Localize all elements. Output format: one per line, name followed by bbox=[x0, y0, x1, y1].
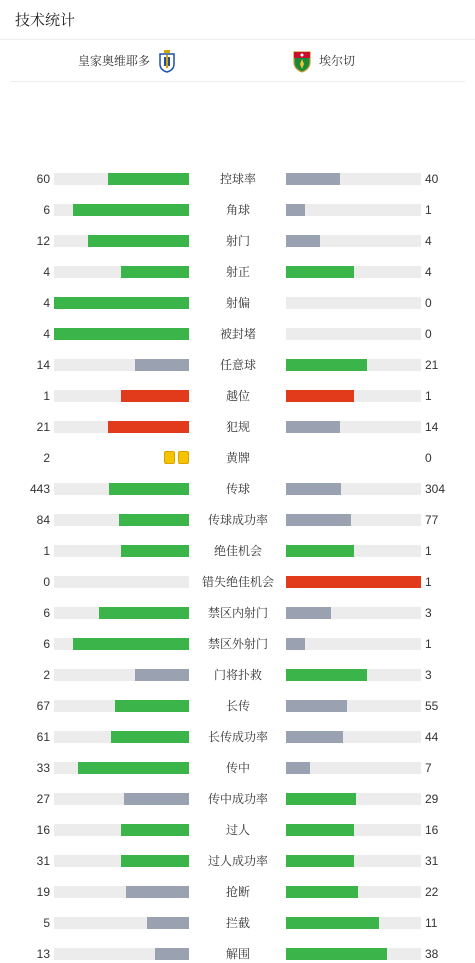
home-bar-track bbox=[54, 917, 189, 929]
stat-row bbox=[0, 480, 475, 498]
stat-label: 越位 bbox=[225, 389, 250, 403]
away-bar-fill bbox=[286, 638, 305, 650]
away-bar-fill bbox=[286, 855, 354, 867]
home-team-name: 皇家奥维耶多 bbox=[77, 54, 150, 68]
stat-label: 长传 bbox=[225, 699, 250, 713]
home-value: 21 bbox=[36, 420, 50, 434]
away-bar-track bbox=[286, 669, 421, 681]
away-bar-track bbox=[286, 514, 421, 526]
home-value: 60 bbox=[36, 172, 50, 186]
away-value: 4 bbox=[425, 234, 432, 248]
stat-label: 射正 bbox=[225, 265, 250, 279]
away-bar-track bbox=[286, 638, 421, 650]
stat-row bbox=[0, 821, 475, 839]
away-value: 4 bbox=[425, 265, 432, 279]
stat-row bbox=[0, 945, 475, 963]
away-bar-fill bbox=[286, 669, 367, 681]
away-bar-fill bbox=[286, 421, 340, 433]
home-value: 6 bbox=[43, 203, 50, 217]
stat-row bbox=[0, 356, 475, 374]
stat-label: 犯规 bbox=[225, 420, 250, 434]
home-bar-fill bbox=[135, 669, 189, 681]
home-team[interactable] bbox=[78, 40, 178, 81]
home-bar-fill bbox=[78, 762, 189, 774]
away-bar-fill bbox=[286, 173, 340, 185]
away-bar-fill bbox=[286, 731, 343, 743]
stat-row bbox=[0, 263, 475, 281]
away-bar-track bbox=[286, 700, 421, 712]
away-value: 1 bbox=[425, 544, 432, 558]
home-value: 6 bbox=[43, 606, 50, 620]
home-bar-fill bbox=[147, 917, 189, 929]
away-bar-track bbox=[286, 204, 421, 216]
home-bar-track bbox=[54, 483, 189, 495]
home-value: 14 bbox=[36, 358, 50, 372]
home-bar-fill bbox=[121, 855, 189, 867]
home-bar-track bbox=[54, 359, 189, 371]
home-value: 67 bbox=[36, 699, 50, 713]
home-value: 4 bbox=[43, 327, 50, 341]
stat-row bbox=[0, 728, 475, 746]
stat-label: 过人 bbox=[225, 823, 250, 837]
away-team-name: 埃尔切 bbox=[319, 54, 356, 68]
home-value: 2 bbox=[43, 451, 50, 465]
away-value: 3 bbox=[425, 606, 432, 620]
stat-row bbox=[0, 604, 475, 622]
team-header bbox=[10, 40, 465, 82]
home-value: 6 bbox=[43, 637, 50, 651]
home-bar-track bbox=[54, 204, 189, 216]
stat-row bbox=[0, 759, 475, 777]
stat-row bbox=[0, 294, 475, 312]
home-bar-track bbox=[54, 235, 189, 247]
away-bar-fill bbox=[286, 483, 341, 495]
home-bar-fill bbox=[99, 607, 189, 619]
away-value: 3 bbox=[425, 668, 432, 682]
home-value: 33 bbox=[36, 761, 50, 775]
home-bar-track bbox=[54, 545, 189, 557]
away-value: 22 bbox=[425, 885, 439, 899]
stat-row bbox=[0, 232, 475, 250]
home-bar-fill bbox=[119, 514, 189, 526]
home-bar-track bbox=[54, 762, 189, 774]
away-bar-fill bbox=[286, 700, 347, 712]
home-value: 19 bbox=[36, 885, 50, 899]
away-bar-fill bbox=[286, 514, 351, 526]
home-bar-fill bbox=[109, 483, 189, 495]
stat-label: 门将扑救 bbox=[213, 668, 262, 682]
away-bar-fill bbox=[286, 948, 387, 960]
stat-label: 禁区外射门 bbox=[207, 637, 268, 651]
away-bar-fill bbox=[286, 793, 356, 805]
home-bar-track bbox=[54, 607, 189, 619]
away-bar-fill bbox=[286, 359, 367, 371]
home-bar-fill bbox=[73, 204, 189, 216]
stat-row bbox=[0, 790, 475, 808]
stat-label: 长传成功率 bbox=[207, 730, 268, 744]
away-team[interactable] bbox=[291, 40, 355, 81]
away-bar-track bbox=[286, 173, 421, 185]
stat-row bbox=[0, 635, 475, 653]
home-bar-fill bbox=[135, 359, 189, 371]
home-value: 12 bbox=[36, 234, 50, 248]
away-bar-track bbox=[286, 359, 421, 371]
away-bar-track bbox=[286, 762, 421, 774]
home-bar-fill bbox=[124, 793, 189, 805]
stat-label: 传球成功率 bbox=[207, 513, 268, 527]
away-bar-track bbox=[286, 793, 421, 805]
stat-label: 传球 bbox=[225, 482, 250, 496]
home-bar-fill bbox=[121, 390, 189, 402]
away-bar-track bbox=[286, 576, 421, 588]
away-bar-track bbox=[286, 545, 421, 557]
home-value: 2 bbox=[43, 668, 50, 682]
home-value: 4 bbox=[43, 296, 50, 310]
yellow-card-icon bbox=[164, 451, 175, 464]
away-bar-track bbox=[286, 607, 421, 619]
stat-row bbox=[0, 666, 475, 684]
away-value: 14 bbox=[425, 420, 439, 434]
away-bar-fill bbox=[286, 917, 379, 929]
home-bar-fill bbox=[73, 638, 189, 650]
stat-label: 传中 bbox=[225, 761, 250, 775]
home-value: 4 bbox=[43, 265, 50, 279]
away-bar-track bbox=[286, 824, 421, 836]
home-value: 443 bbox=[29, 482, 50, 496]
home-bar-fill bbox=[115, 700, 189, 712]
home-bar-track bbox=[54, 793, 189, 805]
stat-row bbox=[0, 387, 475, 405]
stat-label: 禁区内射门 bbox=[207, 606, 268, 620]
home-bar-fill bbox=[121, 824, 189, 836]
stat-label: 射偏 bbox=[225, 296, 250, 310]
home-bar-track bbox=[54, 514, 189, 526]
stat-label: 射门 bbox=[225, 234, 250, 248]
home-bar-track bbox=[54, 638, 189, 650]
stat-label: 拦截 bbox=[225, 916, 250, 930]
away-value: 21 bbox=[425, 358, 439, 372]
away-value: 1 bbox=[425, 637, 432, 651]
away-bar-fill bbox=[286, 607, 331, 619]
away-value: 44 bbox=[425, 730, 439, 744]
home-bar-track bbox=[54, 669, 189, 681]
home-bar-fill bbox=[88, 235, 189, 247]
away-bar-track bbox=[286, 266, 421, 278]
home-bar-fill bbox=[108, 173, 189, 185]
stat-label: 传中成功率 bbox=[207, 792, 268, 806]
stat-row bbox=[0, 511, 475, 529]
stat-row bbox=[0, 325, 475, 343]
away-value: 0 bbox=[425, 327, 432, 341]
stat-label: 角球 bbox=[225, 203, 250, 217]
yellow-card-icon bbox=[178, 451, 189, 464]
home-bar-fill bbox=[121, 266, 189, 278]
away-value: 29 bbox=[425, 792, 439, 806]
away-value: 11 bbox=[425, 916, 438, 930]
away-value: 40 bbox=[425, 172, 439, 186]
stat-label: 控球率 bbox=[219, 172, 256, 186]
home-bar-fill bbox=[121, 545, 189, 557]
stat-label: 黄牌 bbox=[225, 451, 250, 465]
home-bar-track bbox=[54, 173, 189, 185]
away-bar-track bbox=[286, 731, 421, 743]
away-value: 16 bbox=[425, 823, 439, 837]
home-value: 27 bbox=[36, 792, 50, 806]
away-bar-track bbox=[286, 297, 421, 309]
stat-row bbox=[0, 542, 475, 560]
away-value: 0 bbox=[425, 296, 432, 310]
away-value: 38 bbox=[425, 947, 439, 961]
away-value: 55 bbox=[425, 699, 439, 713]
away-bar-track bbox=[286, 483, 421, 495]
stat-row bbox=[0, 170, 475, 188]
home-value: 1 bbox=[43, 544, 50, 558]
stat-label: 抢断 bbox=[225, 885, 250, 899]
stat-label: 绝佳机会 bbox=[213, 544, 262, 558]
away-bar-track bbox=[286, 421, 421, 433]
away-bar-fill bbox=[286, 235, 320, 247]
away-bar-fill bbox=[286, 545, 354, 557]
stat-row bbox=[0, 201, 475, 219]
home-bar-track bbox=[54, 824, 189, 836]
stat-row bbox=[0, 852, 475, 870]
stat-row bbox=[0, 883, 475, 901]
away-bar-fill bbox=[286, 762, 310, 774]
home-cards bbox=[54, 451, 189, 465]
away-bar-fill bbox=[286, 266, 354, 278]
home-bar-fill bbox=[54, 297, 189, 309]
home-bar-track bbox=[54, 731, 189, 743]
stat-row bbox=[0, 573, 475, 591]
stat-row bbox=[0, 418, 475, 436]
away-crest-icon bbox=[291, 49, 313, 73]
away-value: 1 bbox=[425, 575, 432, 589]
stat-row bbox=[0, 914, 475, 932]
away-value: 1 bbox=[425, 389, 432, 403]
home-bar-track bbox=[54, 700, 189, 712]
home-bar-fill bbox=[54, 328, 189, 340]
away-bar-track bbox=[286, 235, 421, 247]
away-bar-track bbox=[286, 855, 421, 867]
home-value: 5 bbox=[43, 916, 50, 930]
away-bar-fill bbox=[286, 204, 305, 216]
stats-header bbox=[0, 0, 475, 40]
stat-label: 解围 bbox=[225, 947, 250, 961]
page-title: 技术统计 bbox=[15, 12, 76, 29]
home-value: 13 bbox=[36, 947, 50, 961]
away-bar-fill bbox=[286, 390, 354, 402]
away-bar-fill bbox=[286, 576, 421, 588]
home-value: 0 bbox=[43, 575, 50, 589]
away-value: 304 bbox=[425, 482, 446, 496]
home-value: 16 bbox=[36, 823, 50, 837]
stat-label: 任意球 bbox=[219, 358, 256, 372]
home-value: 84 bbox=[36, 513, 50, 527]
away-bar-track bbox=[286, 948, 421, 960]
home-bar-track bbox=[54, 297, 189, 309]
stat-row bbox=[0, 697, 475, 715]
home-crest-icon bbox=[156, 49, 178, 73]
stat-label: 错失绝佳机会 bbox=[201, 575, 274, 589]
away-value: 1 bbox=[425, 203, 432, 217]
away-bar-fill bbox=[286, 824, 354, 836]
stat-row bbox=[0, 449, 475, 467]
home-bar-track bbox=[54, 948, 189, 960]
home-bar-track bbox=[54, 855, 189, 867]
stat-label: 被封堵 bbox=[219, 327, 256, 341]
stat-label: 过人成功率 bbox=[207, 854, 268, 868]
home-bar-track bbox=[54, 421, 189, 433]
away-value: 31 bbox=[425, 854, 439, 868]
home-bar-track bbox=[54, 390, 189, 402]
home-value: 31 bbox=[36, 854, 50, 868]
home-bar-fill bbox=[108, 421, 189, 433]
home-value: 61 bbox=[36, 730, 50, 744]
away-bar-track bbox=[286, 328, 421, 340]
home-bar-track bbox=[54, 328, 189, 340]
away-value: 77 bbox=[425, 513, 439, 527]
away-bar-track bbox=[286, 390, 421, 402]
home-bar-fill bbox=[155, 948, 189, 960]
home-bar-track bbox=[54, 576, 189, 588]
away-bar-track bbox=[286, 917, 421, 929]
home-bar-fill bbox=[111, 731, 189, 743]
away-value: 0 bbox=[425, 451, 432, 465]
away-value: 7 bbox=[425, 761, 432, 775]
home-bar-track bbox=[54, 266, 189, 278]
home-value: 1 bbox=[43, 389, 50, 403]
